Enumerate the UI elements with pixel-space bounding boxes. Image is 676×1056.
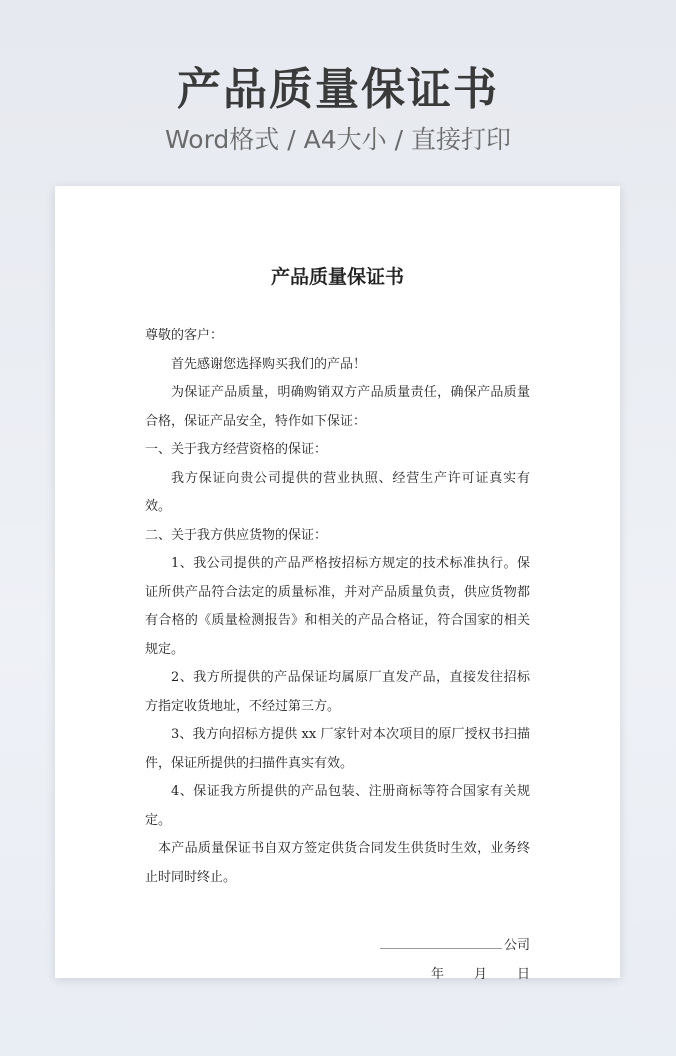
clause-1: 1、我公司提供的产品严格按招标方规定的技术标准执行。保证所供产品符合法定的质量标准，并对产品质量负责，供应货物都有合格的《质量检测报告》和相关的产品合格证，符合国家的相关规定。: [145, 556, 530, 657]
clause-2: 2、我方所提供的产品保证均属原厂直发产品，直接发往招标方指定收货地址，不经过第三方。: [145, 670, 530, 714]
date-month: 月: [473, 966, 487, 982]
paragraph-intro: 为保证产品质量，明确购销双方产品质量责任，确保产品质量合格，保证产品安全，特作如下保证：: [145, 385, 530, 429]
document-page: [55, 186, 620, 982]
clause-4: 4、保证我方所提供的产品包装、注册商标等符合国家有关规定。: [145, 784, 530, 828]
company-line: [145, 932, 530, 961]
clause-3: 3、我方向招标方提供 xx 厂家针对本次项目的原厂授权书扫描件，保证所提供的扫描件真实有效。: [145, 727, 530, 771]
section-heading-qualification: 一、关于我方经营资格的保证：: [145, 442, 328, 457]
banner-title: 产品质量保证书: [177, 64, 499, 115]
company-suffix: 公司: [503, 938, 530, 953]
signature-block: [145, 932, 530, 989]
date-line: [145, 961, 530, 990]
date-year: 年: [430, 966, 444, 982]
document-body: [145, 322, 530, 892]
paragraph-qualification: 我方保证向贵公司提供的营业执照、经营生产许可证真实有效。: [145, 470, 530, 514]
section-heading-goods: 二、关于我方供应货物的保证：: [145, 527, 328, 543]
salutation: 尊敬的客户：: [145, 328, 224, 343]
paragraph-thanks: 首先感谢您选择购买我们的产品！: [171, 356, 367, 372]
document-title: 产品质量保证书: [270, 266, 404, 288]
company-name-blank: [380, 934, 502, 949]
date-day: 日: [516, 966, 530, 982]
banner-subtitle: Word格式 / A4大小 / 直接打印: [165, 125, 511, 154]
paragraph-validity: 本产品质量保证书自双方签定供货合同发生供货时生效，业务终止时同时终止。: [145, 841, 530, 885]
banner-header: [0, 62, 676, 156]
